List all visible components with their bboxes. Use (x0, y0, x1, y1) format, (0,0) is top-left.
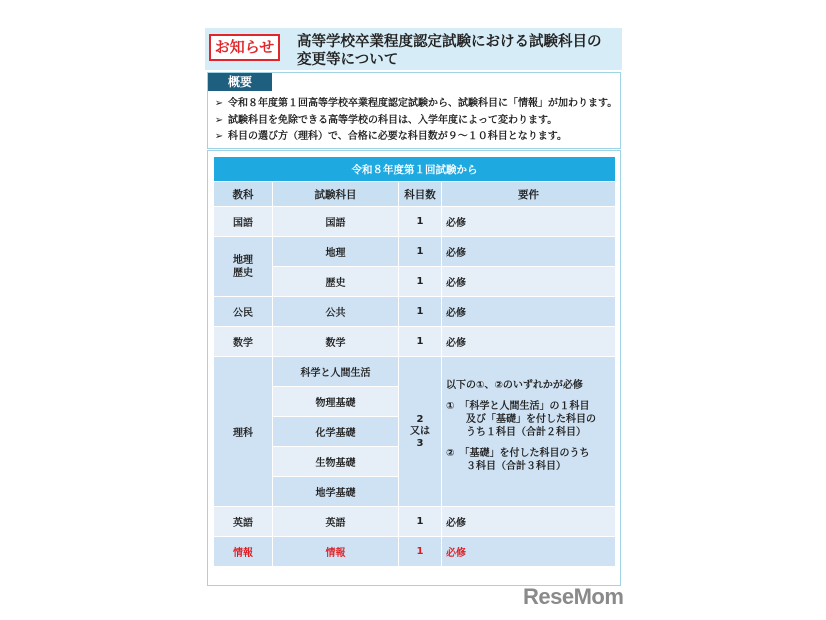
column-header: 要件 (442, 182, 616, 207)
resemom-watermark-logo: ReseMom (523, 584, 624, 609)
notice-title (297, 33, 602, 69)
table-row (214, 507, 616, 537)
bullet-text: 試験科目を免除できる高等学校の科目は、入学年度によって変わります。 (228, 114, 558, 126)
list-item (210, 96, 617, 113)
requirement-cell: 必修 (442, 327, 616, 357)
table-row (214, 357, 616, 387)
table-header-row (214, 182, 616, 207)
requirement-note-cell (442, 357, 616, 507)
arrow-bullet-icon: ➢ (214, 131, 224, 142)
subject-cell: 地理 (273, 237, 399, 267)
count-cell: 1 (399, 537, 442, 567)
bullet-text: 科目の選び方（理科）で、合格に必要な科目数が９～１０科目となります。 (228, 131, 567, 142)
list-item (210, 129, 617, 146)
table-row-new-subject (214, 537, 616, 567)
overview-list (210, 96, 617, 146)
kyoka-cell: 数学 (214, 327, 273, 357)
subjects-table-box (207, 150, 621, 586)
notice-badge: お知らせ (209, 34, 280, 61)
title-line-1: 高等学校卒業程度認定試験における試験科目の (297, 34, 602, 50)
bullet-text: 令和８年度第１回高等学校卒業程度認定試験から、試験科目に「情報」が加わります。 (228, 98, 618, 109)
column-header: 科目数 (399, 182, 442, 207)
kyoka-cell: 国語 (214, 207, 273, 237)
column-header: 試験科目 (273, 182, 399, 207)
subject-cell: 歴史 (273, 267, 399, 297)
count-cell: 1 (399, 507, 442, 537)
subjects-table (213, 156, 616, 567)
overview-box (207, 72, 621, 149)
count-cell: 1 (399, 297, 442, 327)
kyoka-cell: 地理 歴史 (214, 237, 273, 297)
table-row (214, 327, 616, 357)
table-caption: 令和８年度第１回試験から (214, 157, 616, 182)
table-caption-row (214, 157, 616, 182)
requirement-cell: 必修 (442, 207, 616, 237)
subject-cell: 化学基礎 (273, 417, 399, 447)
count-cell: 1 (399, 327, 442, 357)
table-row (214, 237, 616, 267)
arrow-bullet-icon: ➢ (214, 114, 224, 126)
subject-cell: 生物基礎 (273, 447, 399, 477)
table-row (214, 207, 616, 237)
subject-cell: 科学と人間生活 (273, 357, 399, 387)
note-option-2: ② 「基礎」を付した科目のうち ３科目（合計３科目） (446, 448, 590, 472)
requirement-cell: 必修 (442, 267, 616, 297)
subject-cell: 情報 (273, 537, 399, 567)
notice-header (205, 28, 622, 70)
count-cell: 1 (399, 267, 442, 297)
count-cell: 1 (399, 207, 442, 237)
table-row (214, 297, 616, 327)
kyoka-cell: 理科 (214, 357, 273, 507)
subject-cell: 公共 (273, 297, 399, 327)
subject-cell: 英語 (273, 507, 399, 537)
list-item (210, 113, 617, 130)
count-cell: 1 (399, 237, 442, 267)
subject-cell: 国語 (273, 207, 399, 237)
requirement-cell: 必修 (442, 537, 616, 567)
requirement-cell: 必修 (442, 297, 616, 327)
overview-tag: 概要 (208, 73, 272, 91)
column-header: 教科 (214, 182, 273, 207)
requirement-cell: 必修 (442, 507, 616, 537)
subject-cell: 地学基礎 (273, 477, 399, 507)
kyoka-cell: 情報 (214, 537, 273, 567)
arrow-bullet-icon: ➢ (214, 98, 224, 109)
kyoka-cell: 公民 (214, 297, 273, 327)
title-line-2: 変更等について (297, 52, 399, 68)
table-row (214, 267, 616, 297)
note-intro: 以下の①、②のいずれかが必修 (446, 380, 583, 391)
requirement-cell: 必修 (442, 237, 616, 267)
note-option-1: ① 「科学と人間生活」の１科目 及び「基礎」を付した科目の うち１科目（合計２科目） (446, 401, 596, 438)
subject-cell: 数学 (273, 327, 399, 357)
kyoka-cell: 英語 (214, 507, 273, 537)
subject-cell: 物理基礎 (273, 387, 399, 417)
count-cell: 2 又は 3 (399, 357, 442, 507)
